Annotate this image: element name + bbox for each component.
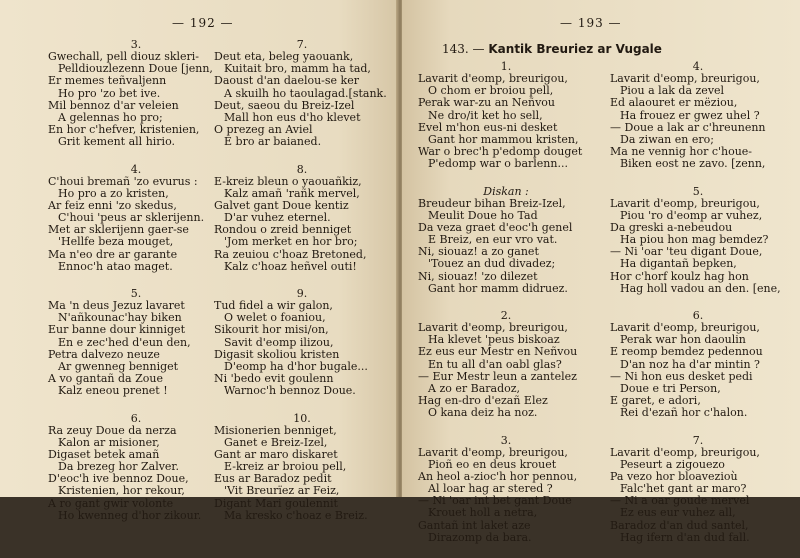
verse-line: Ra zeuy Doue da nerza <box>48 423 177 437</box>
stanza-number: 7. <box>296 38 308 51</box>
verse-line: D'an noz ha d'ar mintin ? <box>620 357 760 371</box>
verse-line: Ha piou hon mag bemdez? <box>620 233 769 247</box>
verse-line: Falc'het gant ar maro? <box>620 482 747 496</box>
verse-line: Rondou o zreid benniget <box>214 223 352 237</box>
verse-line: 'Touez an dud divadez; <box>428 257 556 271</box>
verse-line: Misionerien benniget, <box>214 423 337 437</box>
verse-line: Hag holl vadou an den. [ene, <box>620 281 781 295</box>
verse-line: — Ni 'oar 'teu digant Doue, <box>610 245 763 259</box>
page-number-right: — 193 — <box>560 16 622 30</box>
verse-line: E-kreiz ar broiou pell, <box>224 460 347 474</box>
verse-line: Krouet holl a netra, <box>428 506 538 520</box>
verse-line: — Ni hon eus desket pedi <box>610 369 753 383</box>
left-column-1 <box>48 38 224 536</box>
verse-line: Ha frouez er gwez uhel ? <box>620 108 760 122</box>
verse-line: Er memes teñvaljenn <box>48 74 167 88</box>
stanza-number: 5. <box>130 287 142 300</box>
stanza <box>214 287 390 398</box>
verse-line: Met ar sklerijenn gaer-se <box>48 223 189 237</box>
verse-line: Lavarit d'eomp, breurigou, <box>418 445 568 459</box>
stanza-number: 1. <box>500 60 512 73</box>
hymn-title <box>442 42 662 56</box>
verse-line: Ni 'bedo evit goulenn <box>214 372 334 386</box>
verse-line: Perak war hon daoulin <box>620 333 746 347</box>
verse-line: — Ni a oar goude mervel <box>610 494 750 508</box>
verse-line: Gantañ int laket aze <box>418 518 531 532</box>
verse-line: Savit d'eomp ilizou, <box>224 335 334 349</box>
verse-line: C'houi 'peus ar sklerijenn. <box>58 211 205 225</box>
verse-line: E bro ar baianed. <box>224 135 322 149</box>
verse-line: Digaset betek amañ <box>48 447 160 461</box>
verse-line: O prezeg an Aviel <box>214 123 313 137</box>
verse-line: Pioñ eo en deus krouet <box>428 457 557 471</box>
verse-line: Lavarit d'eomp, breurigou, <box>610 72 760 85</box>
verse-line: Warnoc'h bennoz Doue. <box>224 384 356 398</box>
verse-line: Tud fidel a wir galon, <box>214 299 333 312</box>
verse-line: Kalz amañ 'rañk mervel, <box>224 186 360 200</box>
verse-line: Ma n'eo dre ar garante <box>48 247 178 261</box>
verse-line: Lavarit d'eomp, breurigou, <box>610 445 760 459</box>
page-number-left: — 192 — <box>172 16 234 30</box>
stanza-number: 8. <box>296 162 308 176</box>
verse-line: Grit kement all hirio. <box>58 135 175 149</box>
stanza-number: 9. <box>296 287 308 300</box>
verse-line: Ra zeuiou c'hoaz Bretoned, <box>214 247 367 261</box>
verse-line: An heol a-zioc'h hor pennou, <box>418 469 578 483</box>
verse-line: Ganet e Breiz-Izel, <box>224 435 328 449</box>
stanza-number: 5. <box>692 184 704 198</box>
verse-line: D'eoc'h ive bennoz Doue, <box>48 472 189 486</box>
verse-line: Ha klevet 'peus biskoaz <box>428 333 560 347</box>
verse-line: Ho pro 'zo bet ive. <box>58 86 161 100</box>
verse-line: Ni, siouaz! a zo ganet <box>418 245 539 259</box>
stanza <box>48 287 224 398</box>
verse-line: Perak war-zu an Neñvou <box>418 96 556 110</box>
verse-line: Digant Mari goulennit <box>214 496 338 510</box>
verse-line: E Breiz, en eur vro vat. <box>428 233 558 247</box>
verse-line: 'Hellfe beza mouget, <box>58 235 174 249</box>
verse-line: E reomp bemdez pedennou <box>610 345 763 359</box>
verse-line: En tu all d'an oabl glas? <box>428 357 562 371</box>
verse-line: A gelennas ho pro; <box>58 110 163 124</box>
verse-line: Lavarit d'eomp, breurigou, <box>610 321 760 334</box>
verse-line: Piou a lak da zevel <box>620 84 725 98</box>
left-page <box>0 0 398 522</box>
verse-line: Gant ar maro diskaret <box>214 447 338 461</box>
verse-line: A vo gantañ da Zoue <box>48 372 163 386</box>
verse-line: Pelldiouzlezenn Doue [jenn, <box>58 62 213 76</box>
verse-line: Gant hor mammou kristen, <box>428 132 579 146</box>
stanza <box>418 309 594 420</box>
stanza-number: 2. <box>500 309 512 322</box>
verse-line: 'Jom merket en hor bro; <box>224 235 358 249</box>
verse-line: Kalz eneou prenet ! <box>58 384 168 398</box>
verse-line: Dirazomp da bara. <box>428 530 532 544</box>
verse-line: Peseurt a zigouezo <box>620 457 725 471</box>
verse-line: — Ni 'oar int bet gant Doue <box>418 494 572 508</box>
stanza <box>610 434 786 545</box>
stanza <box>214 412 390 523</box>
verse-line: War o brec'h p'edomp douget <box>418 145 583 159</box>
verse-line: — Eur Mestr leun a zantelez <box>418 369 577 383</box>
verse-line: Eus ar Baradoz pedit <box>214 472 332 486</box>
verse-line: Al loar hag ar stered ? <box>428 482 553 496</box>
stanza <box>48 163 224 274</box>
verse-line: Ni, siouaz! 'zo dilezet <box>418 269 538 283</box>
stanza-number: 10. <box>293 411 311 425</box>
verse-line: E-kreiz bleun o yaouañkiz, <box>214 174 362 188</box>
verse-line: Galvet gant Doue kentiz <box>214 198 349 212</box>
verse-line: O chom er broiou pell, <box>428 84 554 98</box>
verse-line: Ez eus eur vuhez all, <box>620 506 736 520</box>
verse-line: Ar feiz enni 'zo skedus, <box>48 198 177 212</box>
verse-line: Kristenien, hor rekour, <box>58 484 185 498</box>
verse-line: Kalon ar misioner, <box>58 435 160 449</box>
stanza-number: Diskan : <box>483 184 529 198</box>
verse-line: A ro gant gwir volonte <box>48 496 174 510</box>
stanza-number: 4. <box>692 60 704 73</box>
verse-line: Ho kwenneg d'hor zikour. <box>58 508 202 522</box>
verse-line: Ed alaouret er mëziou, <box>610 96 738 110</box>
verse-line: Da brezeg hor Zalver. <box>58 460 179 474</box>
stanza <box>214 163 390 274</box>
stanza-number: 3. <box>130 38 142 51</box>
verse-line: Lavarit d'eomp, breurigou, <box>610 196 760 210</box>
verse-line: Da greski a-nebeudou <box>610 220 733 234</box>
verse-line: Kalz c'hoaz heñvel outi! <box>224 259 357 273</box>
verse-line: Gwechall, pell diouz skleri- <box>48 50 200 63</box>
verse-line: — Doue a lak ar c'hreunenn <box>610 120 766 134</box>
verse-line: Mall hon eus d'ho klevet <box>224 110 361 124</box>
verse-line: D'eomp ha d'hor bugale... <box>224 359 368 373</box>
verse-line: Daoust d'an daelou-se ker <box>214 74 359 88</box>
stanza-number: 6. <box>130 411 142 425</box>
right-column-2 <box>610 60 786 558</box>
stanza-number: 6. <box>692 309 704 322</box>
verse-line: E garet, e adori, <box>610 394 701 408</box>
stanza-number: 3. <box>500 433 512 447</box>
verse-line: 'Vit Breurïez ar Feiz, <box>224 484 340 498</box>
verse-line: Meulit Doue ho Tad <box>428 208 538 222</box>
verse-line: Gant hor mamm didruez. <box>428 281 568 295</box>
verse-line: C'houi bremañ 'zo evurus : <box>48 174 198 188</box>
verse-line: P'edomp war o barlenn... <box>428 157 568 171</box>
verse-line: D'ar vuhez eternel. <box>224 211 331 225</box>
verse-line: Da ziwan en ero; <box>620 132 714 146</box>
verse-line: A zo er Baradoz, <box>428 381 521 395</box>
verse-line: Ennoc'h atao maget. <box>58 259 173 273</box>
verse-line: Sikourit hor misi/on, <box>214 323 329 337</box>
stanza <box>48 412 224 523</box>
verse-line: Da veza graet d'eoc'h genel <box>418 220 573 234</box>
verse-line: Pa vezo hor bloavezioù <box>610 469 738 483</box>
stanza <box>610 60 786 171</box>
verse-line: Hag en-dro d'ezañ Elez <box>418 394 548 408</box>
verse-line: Eur banne dour kinniget <box>48 323 185 337</box>
verse-line: Biken eost ne zavo. [zenn, <box>620 157 766 171</box>
verse-line: Rei d'ezañ hor c'halon. <box>620 406 748 420</box>
hymn-title-text: Kantik Breuriez ar Vugale <box>488 42 662 56</box>
verse-line: O kana deiz ha noz. <box>428 406 538 420</box>
verse-line: Breudeur bihan Breiz-Izel, <box>418 196 566 210</box>
verse-line: En e zec'hed d'eun den, <box>58 335 191 349</box>
verse-line: Ar gwenneg benniget <box>58 359 179 373</box>
verse-line: N'añkounac'hay biken <box>58 311 182 325</box>
verse-line: Ez eus eur Mestr en Neñvou <box>418 345 578 359</box>
verse-line: Digasit skoliou kristen <box>214 347 340 361</box>
verse-line: Ne dro/it ket ho sell, <box>428 108 543 122</box>
stanza <box>610 185 786 296</box>
verse-line: Deut, saeou du Breiz-Izel <box>214 98 355 112</box>
verse-line: Mil bennoz d'ar veleien <box>48 98 179 112</box>
verse-line: Baradoz d'an dud santel, <box>610 518 749 532</box>
verse-line: En hor c'hefver, kristenien, <box>48 123 200 137</box>
verse-line: Deut eta, beleg yaouank, <box>214 50 354 63</box>
stanza <box>214 38 390 149</box>
stanza <box>48 38 224 149</box>
verse-line: Lavarit d'eomp, breurigou, <box>418 321 568 334</box>
verse-line: Ma kresko c'hoaz e Breiz. <box>224 508 368 522</box>
verse-line: Ma 'n deus Jezuz lavaret <box>48 299 185 312</box>
verse-line: Ho pro a zo kristen, <box>58 186 169 200</box>
verse-line: Doue e tri Person, <box>620 381 721 395</box>
verse-line: O welet o foaniou, <box>224 311 326 325</box>
verse-line: Piou 'ro d'eomp ar vuhez, <box>620 208 763 222</box>
stanza <box>418 185 594 296</box>
verse-line: A skuilh ho taoulagad.[stank. <box>224 86 387 100</box>
stanza <box>418 434 594 545</box>
verse-line: Evel m'hon eus-ni desket <box>418 120 558 134</box>
stanza <box>610 309 786 420</box>
right-column-1 <box>418 60 594 558</box>
verse-line: Kuitait bro, mamm ha tad, <box>224 62 371 76</box>
stanza-number: 7. <box>692 433 704 447</box>
verse-line: Hag ifern d'an dud fall. <box>620 530 750 544</box>
verse-line: Lavarit d'eomp, breurigou, <box>418 72 568 85</box>
left-column-2 <box>214 38 390 536</box>
verse-line: Ha digantañ bepken, <box>620 257 737 271</box>
verse-line: Petra dalvezo neuze <box>48 347 160 361</box>
stanza <box>418 60 594 171</box>
hymn-number: 143. — <box>442 42 485 56</box>
verse-line: Hor c'horf koulz hag hon <box>610 269 749 283</box>
stanza-number: 4. <box>130 162 142 176</box>
right-page <box>402 0 800 544</box>
verse-line: Ma ne vennig hor c'houe- <box>610 145 753 159</box>
